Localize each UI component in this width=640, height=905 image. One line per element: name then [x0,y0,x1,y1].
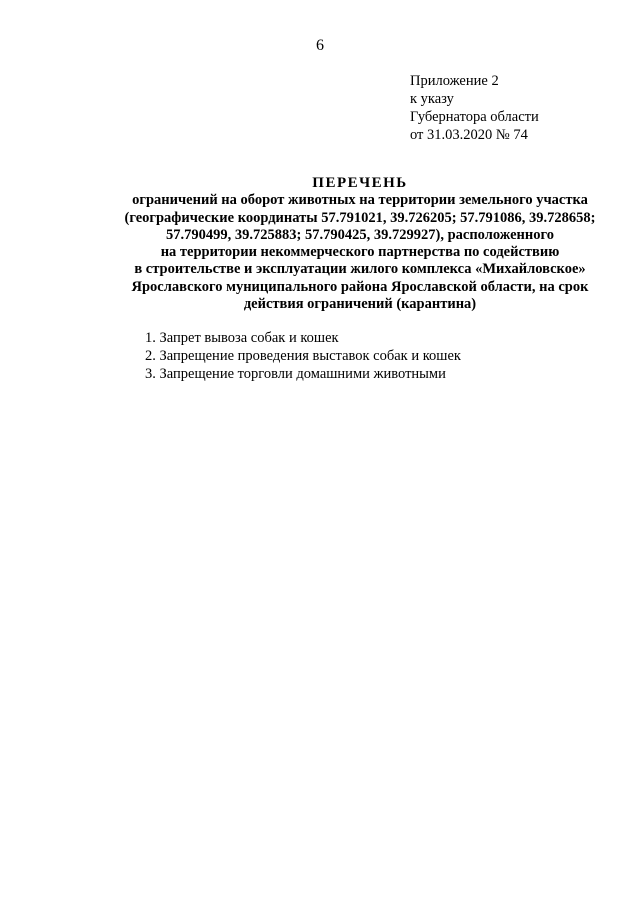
title-line: действия ограничений (карантина) [243,296,477,313]
document-title [0,175,640,313]
title-line: (географические координаты 57.791021, 39.726205; 57.791086, 39.728658; [124,209,596,226]
appendix-line: к указу [410,91,454,107]
title-heading: ПЕРЕЧЕНЬ [312,175,408,191]
list-item: 1. Запрет вывоза собак и кошек [145,330,339,346]
title-line: 57.790499, 39.725883; 57.790425, 39.729927), расположенного [166,226,554,243]
restrictions-list [145,329,461,383]
appendix-line: от 31.03.2020 № 74 [410,127,528,143]
title-line: ограничений на оборот животных на территории земельного участка [132,192,588,209]
list-item: 3. Запрещение торговли домашними животными [145,366,446,382]
appendix-line: Приложение 2 [410,73,499,89]
appendix-line: Губернатора области [410,109,539,125]
title-line: Ярославского муниципального района Ярославской области, на срок [131,278,589,295]
title-line: в строительстве и эксплуатации жилого комплекса «Михайловское» [134,261,586,278]
list-item: 2. Запрещение проведения выставок собак и кошек [145,348,461,364]
appendix-reference [410,72,539,144]
title-line: на территории некоммерческого партнерства по содействию [160,244,560,261]
page-number: 6 [316,37,324,54]
